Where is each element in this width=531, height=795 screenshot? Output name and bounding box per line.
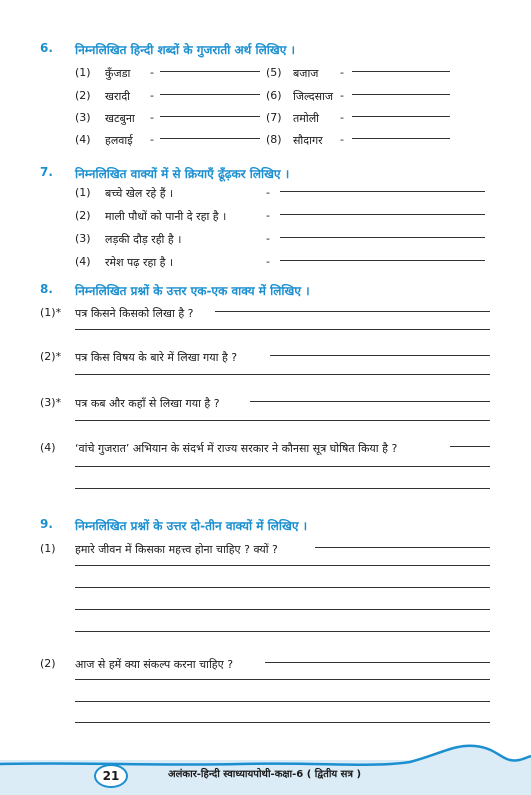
q6-item-1-answer-line[interactable] [160, 71, 260, 72]
q6-item-4-answer-line[interactable] [160, 138, 260, 139]
q9-item-1-answer-line-5[interactable] [75, 631, 490, 632]
q6-item-5-dash: - [340, 66, 344, 79]
q6-item-7-number: (7) [266, 111, 282, 124]
q6-item-2-word: खरादी [105, 90, 131, 103]
q8-item-1-number: (1)* [40, 306, 62, 319]
q8-item-1-answer-line-2[interactable] [75, 329, 490, 330]
q7-item-2-number: (2) [75, 209, 91, 222]
q8-item-1-text: पत्र किसने किसको लिखा है ? [75, 307, 194, 320]
q9-item-1-number: (1) [40, 542, 56, 555]
q6-item-7-dash: - [340, 111, 344, 124]
q8-number: 8. [40, 282, 53, 296]
q9-item-1-answer-line-2[interactable] [75, 565, 490, 566]
q6-item-8-word: सौदागर [293, 134, 323, 147]
q7-item-4-number: (4) [75, 255, 91, 268]
q7-item-2-dash: - [266, 209, 270, 222]
q6-item-1-word: कुँजडा [105, 67, 131, 80]
q7-item-2-answer-line[interactable] [280, 214, 485, 215]
q6-item-8-number: (8) [266, 133, 282, 146]
page-number-badge [94, 764, 128, 788]
q9-heading: निम्नलिखित प्रश्नों के उत्तर दो-तीन वाक्यों में लिखिए । [75, 519, 308, 533]
q6-item-2-number: (2) [75, 89, 91, 102]
q7-item-1-number: (1) [75, 186, 91, 199]
q7-item-4-dash: - [266, 255, 270, 268]
q8-item-2-text: पत्र किस विषय के बारे में लिखा गया है ? [75, 351, 238, 364]
q6-item-2-answer-line[interactable] [160, 94, 260, 95]
footer-book-title: अलंकार-हिन्दी स्वाध्यायपोथी-कक्षा-6 ( द्वितीय सत्र ) [168, 769, 362, 780]
q7-heading: निम्नलिखित वाक्यों में से क्रियाएँ ढूँढ़कर लिखिए । [75, 167, 290, 181]
q8-item-1-answer-line-1[interactable] [215, 311, 490, 312]
q6-item-3-answer-line[interactable] [160, 116, 260, 117]
q6-item-6-answer-line[interactable] [352, 94, 450, 95]
q6-item-3-dash: - [150, 111, 154, 124]
q8-item-2-answer-line-2[interactable] [75, 374, 490, 375]
q9-item-2-answer-line-4[interactable] [75, 722, 490, 723]
q9-item-2-number: (2) [40, 657, 56, 670]
q6-item-4-word: हलवाई [105, 134, 133, 147]
q8-item-3-answer-line-2[interactable] [75, 420, 490, 421]
q7-item-3-text: लड़की दौड़ रही है । [105, 233, 182, 246]
q7-number: 7. [40, 165, 53, 179]
q6-item-4-number: (4) [75, 133, 91, 146]
q6-item-6-dash: - [340, 89, 344, 102]
q8-item-2-number: (2)* [40, 350, 62, 363]
q8-item-3-number: (3)* [40, 396, 62, 409]
q6-item-5-number: (5) [266, 66, 282, 79]
q9-item-1-answer-line-3[interactable] [75, 587, 490, 588]
q8-item-3-text: पत्र कब और कहाँ से लिखा गया है ? [75, 397, 220, 410]
q6-number: 6. [40, 41, 53, 55]
q8-heading: निम्नलिखित प्रश्नों के उत्तर एक-एक वाक्य में लिखिए । [75, 284, 310, 298]
q7-item-1-answer-line[interactable] [280, 191, 485, 192]
q8-item-2-answer-line-1[interactable] [270, 355, 490, 356]
q9-item-1-answer-line-4[interactable] [75, 609, 490, 610]
q8-item-4-answer-line-1[interactable] [450, 446, 490, 447]
q6-item-3-word: खटबुना [105, 112, 135, 125]
q9-item-1-answer-line-1[interactable] [315, 547, 490, 548]
q6-item-5-answer-line[interactable] [352, 71, 450, 72]
q7-item-1-dash: - [266, 186, 270, 199]
q6-item-4-dash: - [150, 133, 154, 146]
q9-item-2-answer-line-1[interactable] [265, 662, 490, 663]
q6-item-8-dash: - [340, 133, 344, 146]
q7-item-3-number: (3) [75, 232, 91, 245]
q7-item-1-text: बच्चे खेल रहे हैं । [105, 187, 174, 200]
q7-item-3-dash: - [266, 232, 270, 245]
q6-item-6-number: (6) [266, 89, 282, 102]
q6-heading: निम्नलिखित हिन्दी शब्दों के गुजराती अर्थ लिखिए । [75, 43, 296, 57]
q6-item-8-answer-line[interactable] [352, 138, 450, 139]
q6-item-3-number: (3) [75, 111, 91, 124]
q6-item-5-word: बजाज [293, 67, 319, 80]
q6-item-7-answer-line[interactable] [352, 116, 450, 117]
q7-item-3-answer-line[interactable] [280, 237, 485, 238]
q8-item-4-number: (4) [40, 441, 56, 454]
q9-item-2-answer-line-2[interactable] [75, 679, 490, 680]
q9-number: 9. [40, 517, 53, 531]
q6-item-1-dash: - [150, 66, 154, 79]
q9-item-2-text: आज से हमें क्या संकल्प करना चाहिए ? [75, 658, 234, 671]
q7-item-2-text: माली पौधों को पानी दे रहा है । [105, 210, 227, 223]
q6-item-6-word: जिल्दसाज [293, 90, 334, 103]
q9-item-1-text: हमारे जीवन में किसका महत्त्व होना चाहिए ? क्यों ? [75, 543, 278, 556]
q6-item-2-dash: - [150, 89, 154, 102]
q6-item-1-number: (1) [75, 66, 91, 79]
q9-item-2-answer-line-3[interactable] [75, 701, 490, 702]
q6-item-7-word: तमोली [293, 112, 320, 125]
q7-item-4-answer-line[interactable] [280, 260, 485, 261]
q8-item-4-answer-line-3[interactable] [75, 488, 490, 489]
page-number: 21 [102, 769, 120, 783]
q8-item-4-answer-line-2[interactable] [75, 466, 490, 467]
q7-item-4-text: रमेश पढ़ रहा है । [105, 256, 174, 269]
q8-item-4-text: ‘वांचे गुजरात’ अभियान के संदर्भ में राज्य सरकार ने कौनसा सूत्र घोषित किया है ? [75, 442, 398, 455]
q8-item-3-answer-line-1[interactable] [250, 401, 490, 402]
